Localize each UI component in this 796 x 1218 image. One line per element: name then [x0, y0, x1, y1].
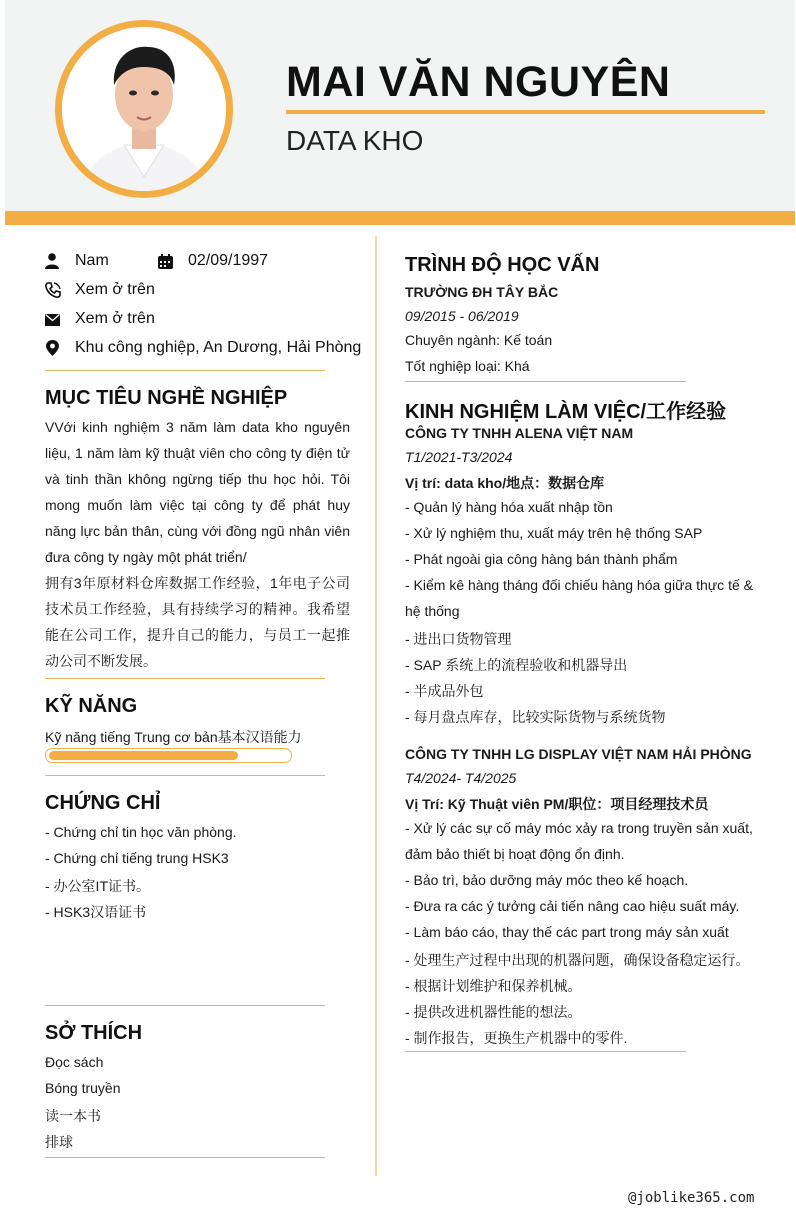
divider	[405, 381, 686, 382]
objective-text-cn: 拥有3年原材料仓库数据工作经验，1年电子公司技术员工作经验，具有持续学习的精神。我希望能在公司工作，提升自己的能力，与员工一起推动公司不断发展。	[45, 575, 350, 669]
experience-title: KINH NGHIỆM LÀM VIỆC/工作经验	[405, 401, 727, 423]
objective-text-vi: VVới kinh nghiệm 3 năm làm data kho nguyên liệu, 1 năm làm kỹ thuật viên cho công ty điện tử và tinh thần không ngừng tiếp thu học hỏi. Tôi mong muốn làm việc tại công ty để phát huy năng lực bản thân, cùng với đồng ngũ nhân viên đưa công ty ngày một phát triển/	[45, 419, 350, 565]
column-divider	[375, 236, 377, 1176]
job-duty: đảm bảo thiết bị hoạt động ổn định.	[405, 846, 625, 862]
objective-title: MỤC TIÊU NGHỀ NGHIỆP	[45, 387, 288, 409]
job-duty: - 进出口货物管理	[405, 631, 512, 647]
user-icon	[45, 253, 61, 269]
address-value: Khu công nghiệp, An Dương, Hải Phòng	[75, 339, 362, 356]
education-grade: Tốt nghiệp loại: Khá	[405, 358, 530, 374]
skill-progress-bar	[45, 748, 292, 763]
company-name: CÔNG TY TNHH ALENA VIỆT NAM	[405, 425, 634, 441]
location-pin-icon	[45, 340, 61, 356]
skills-title: KỸ NĂNG	[45, 695, 138, 717]
job-duty: - Đưa ra các ý tưởng cải tiến nâng cao hiệu suất máy.	[405, 898, 740, 914]
certificate-item: - 办公室IT证书。	[45, 878, 150, 894]
certificates-title: CHỨNG CHỈ	[45, 792, 161, 814]
hobbies-title: SỞ THÍCH	[45, 1022, 143, 1044]
job-title: DATA KHO	[286, 125, 424, 156]
job-duty: - Xử lý các sự cố máy móc xảy ra trong truyền sản xuất,	[405, 820, 753, 836]
company-name: CÔNG TY TNHH LG DISPLAY VIỆT NAM HẢI PHÒNG	[405, 746, 752, 762]
job-duty: - 提供改进机器性能的想法。	[405, 1004, 582, 1020]
job-duty: - SAP 系统上的流程验收和机器导出	[405, 657, 628, 673]
calendar-icon	[158, 254, 174, 270]
job-duty: - 处理生产过程中出现的机器问题，确保设备稳定运行。	[405, 952, 750, 968]
job-duty: - Bảo trì, bảo dưỡng máy móc theo kế hoạch.	[405, 872, 689, 888]
divider	[45, 678, 325, 679]
job-period: T1/2021-T3/2024	[405, 449, 513, 465]
job-duty: - Quản lý hàng hóa xuất nhập tồn	[405, 499, 613, 515]
hobby-item: 排球	[45, 1134, 73, 1150]
email-icon	[45, 312, 61, 328]
certificate-item: - Chứng chỉ tiếng trung HSK3	[45, 850, 229, 866]
hobby-item: Đọc sách	[45, 1054, 104, 1070]
phone-value: Xem ở trên	[75, 281, 155, 298]
divider	[45, 1005, 325, 1006]
job-duty: - 半成品外包	[405, 683, 484, 699]
education-title: TRÌNH ĐỘ HỌC VẤN	[405, 254, 600, 276]
email-value: Xem ở trên	[75, 310, 155, 327]
profile-photo	[55, 20, 233, 198]
education-period: 09/2015 - 06/2019	[405, 308, 519, 324]
name-underline	[286, 110, 765, 114]
birthdate-value: 02/09/1997	[188, 252, 269, 269]
footer-watermark: @joblike365.com	[628, 1190, 755, 1206]
job-duty: - 制作报告，更换生产机器中的零件.	[405, 1030, 628, 1046]
hobby-item: Bóng truyền	[45, 1080, 121, 1096]
job-duty: - Kiểm kê hàng tháng đối chiếu hàng hóa giữa thực tế &	[405, 577, 753, 593]
job-position: Vị Trí: Kỹ Thuật viên PM/职位：项目经理技术员	[405, 796, 709, 812]
hobby-item: 读一本书	[45, 1108, 101, 1124]
job-period: T4/2024- T4/2025	[405, 770, 517, 786]
divider	[405, 1051, 686, 1052]
job-duty: - 根据计划维护和保养机械。	[405, 978, 582, 994]
education-major: Chuyên ngành: Kế toán	[405, 332, 553, 348]
divider	[45, 775, 325, 776]
job-position: Vị trí: data kho/地点：数据仓库	[405, 475, 605, 491]
school-name: TRƯỜNG ĐH TÂY BẮC	[405, 284, 559, 300]
header-accent-bar	[5, 211, 795, 225]
job-duty: - Xử lý nghiệm thu, xuất máy trên hệ thống SAP	[405, 525, 703, 541]
skill-progress-fill	[49, 751, 238, 760]
certificate-item: - Chứng chỉ tin học văn phòng.	[45, 824, 237, 840]
job-duty: - Phát ngoài gia công hàng bán thành phẩm	[405, 551, 678, 567]
skill-label: Kỹ năng tiếng Trung cơ bản基本汉语能力	[45, 729, 302, 745]
certificate-item: - HSK3汉语证书	[45, 904, 147, 920]
job-duty: hệ thống	[405, 603, 460, 619]
divider	[45, 1157, 325, 1158]
job-duty: - Làm báo cáo, thay thế các part trong máy sản xuất	[405, 924, 729, 940]
candidate-name: MAI VĂN NGUYÊN	[286, 58, 671, 106]
portrait-image	[62, 27, 226, 191]
gender-value: Nam	[75, 252, 109, 269]
divider	[45, 370, 325, 371]
job-duty: - 每月盘点库存，比较实际货物与系统货物	[405, 709, 666, 725]
phone-icon	[45, 282, 61, 298]
objective-text	[45, 414, 350, 674]
